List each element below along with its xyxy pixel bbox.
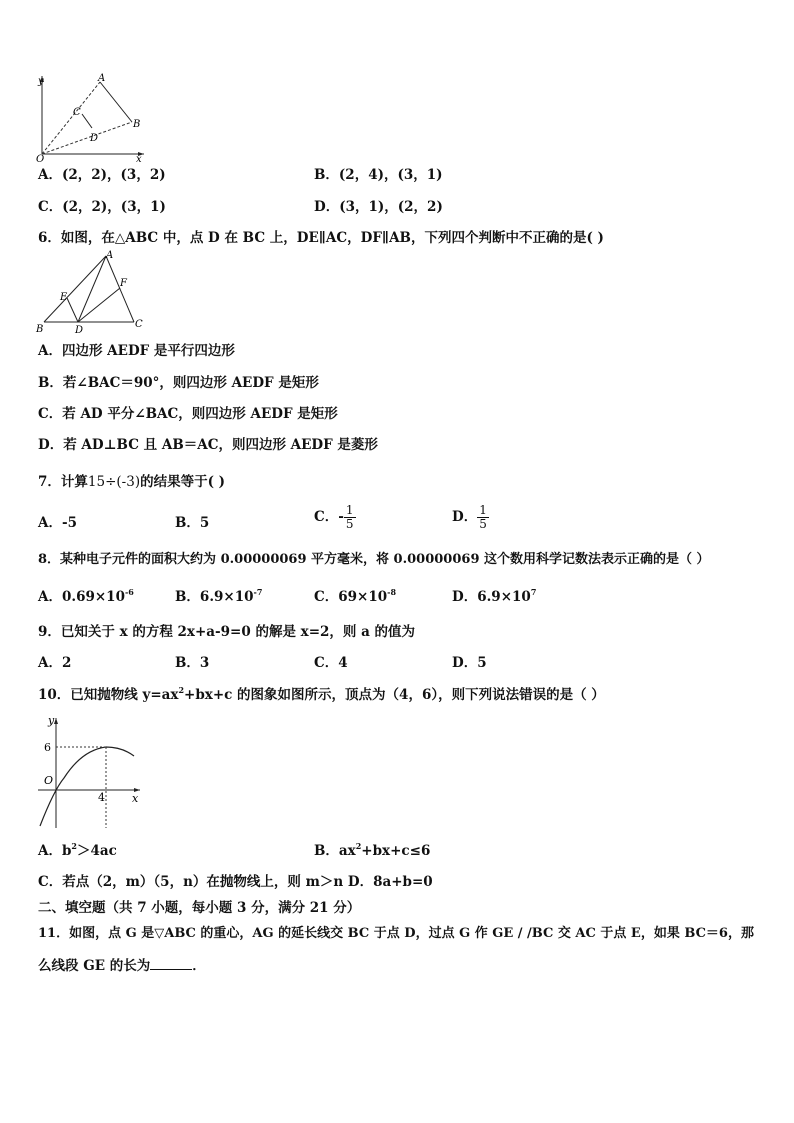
option-text: -5 [61,515,77,531]
q5-option-b[interactable] [314,166,443,184]
q9-option-c[interactable]: C．4 [314,655,348,671]
option-letter: C． [314,589,339,605]
q5-option-c[interactable] [38,198,166,216]
q7-option-b[interactable] [175,514,209,532]
option-sign: - [338,509,344,525]
option-text: (2，2)，(3，2) [61,167,166,183]
option-pre: B．ax [314,843,356,859]
q7-option-c[interactable] [314,504,356,531]
option-exponent: -7 [253,587,263,597]
q5-point-c: C [73,107,81,118]
q5-option-a[interactable] [38,166,166,184]
q6-option-c[interactable]: C．若 AD 平分∠BAC，则四边形 AEDF 是矩形 [38,406,338,422]
fraction-numerator: 1 [345,503,354,517]
q10-axis-x: x [132,792,139,805]
q6-point-b: B [36,324,44,335]
option-exponent: -6 [124,587,134,597]
option-letter: B． [175,589,200,605]
q11-line2-post: ． [192,958,206,974]
q10-stem [38,686,605,704]
q9-option-b[interactable]: B．3 [175,655,210,671]
option-base: 0.69×10 [61,589,125,605]
option-letter: D． [452,589,478,605]
q8-option-a[interactable] [38,588,134,606]
q10-stem-pre: 10．已知抛物线 y=ax [38,687,179,703]
q10-stem-exponent: 2 [178,685,185,695]
q11-line2-pre: 么线段 GE 的长为 [38,958,151,974]
option-text: (2，4)，(3，1) [338,167,443,183]
q10-axis-y: y [48,714,55,727]
option-pre: A．b [38,843,72,859]
q10-label-four: 4 [98,791,105,804]
q5-point-a: A [98,73,106,84]
option-base: 6.9×10 [477,589,531,605]
q11-line1: 11．如图，点 G 是▽ABC 的重心，AG 的延长线交 BC 于点 D，过点 G 作 GE / /BC 交 AC 于点 E，如果 BC＝6，那 [38,926,754,941]
q9-option-d[interactable]: D．5 [452,655,487,671]
q7-stem-pre: 7．计算 [38,474,88,490]
option-letter: B． [314,167,339,183]
option-exponent: 2 [71,841,77,851]
option-base: 69×10 [338,589,388,605]
fraction-denominator: 5 [479,517,487,531]
q6-point-a: A [106,250,114,261]
q6-option-d[interactable]: D．若 AD⊥BC 且 AB＝AC，则四边形 AEDF 是菱形 [38,437,378,453]
q8-option-b[interactable] [175,588,262,606]
q5-origin: O [36,154,45,162]
q7-expression: 15÷(-3) [87,474,141,490]
q5-point-b: B [133,119,141,130]
q7-stem [38,473,225,491]
q10-origin: O [44,774,54,787]
option-text: (2，2)，(3，1) [62,199,166,215]
answer-blank[interactable] [150,957,192,970]
fraction-numerator: 1 [479,503,487,517]
option-letter: A． [38,589,62,605]
option-letter: D． [314,199,340,215]
q10-figure [34,710,146,832]
q9-option-a[interactable]: A．2 [38,655,72,671]
q5-figure [32,70,150,162]
q5-point-d: D [90,133,99,144]
option-letter: C． [314,509,339,525]
option-exponent: 7 [530,587,537,597]
q10-option-a[interactable] [38,842,117,860]
q6-figure [34,250,146,336]
q8-stem: 8．某种电子元件的面积大约为 0.00000069 平方毫米，将 0.00000069 这个数用科学记数法表示正确的是（ ） [38,552,710,567]
q6-stem: 6．如图，在△ABC 中，点 D 在 BC 上，DE∥AC，DF∥AB，下列四个判断中不正确的是( ) [38,230,604,246]
option-exponent: 2 [355,841,362,851]
q6-option-a[interactable]: A．四边形 AEDF 是平行四边形 [38,343,235,359]
q11-line2 [38,957,206,975]
q9-stem: 9．已知关于 x 的方程 2x+a-9=0 的解是 x=2，则 a 的值为 [38,624,416,640]
option-letter: C． [38,199,63,215]
fraction-denominator: 5 [345,517,354,531]
q8-option-d[interactable] [452,588,536,606]
q7-option-a[interactable] [38,514,77,532]
option-letter: D． [452,509,478,525]
section-heading: 二、填空题（共 7 小题，每小题 3 分，满分 21 分） [38,900,361,916]
q6-option-b[interactable]: B．若∠BAC＝90°，则四边形 AEDF 是矩形 [38,375,319,391]
q10-label-six: 6 [44,741,51,754]
q10-stem-post: +bx+c 的图象如图所示，顶点为（4，6），则下列说法错误的是（ ） [184,687,605,703]
q6-point-d: D [75,325,84,336]
option-text: (3，1)，(2，2) [339,199,443,215]
q8-option-c[interactable] [314,588,396,606]
option-letter: A． [38,515,62,531]
q7-stem-post: 的结果等于( ) [140,474,226,490]
q5-option-d[interactable] [314,198,443,216]
q10-option-b[interactable] [314,842,430,860]
q6-point-e: E [60,292,68,303]
q7-option-d[interactable] [452,504,489,531]
option-text: 5 [199,515,210,531]
option-exponent: -8 [387,587,397,597]
option-post: +bx+c≤6 [361,843,431,859]
q6-point-f: F [120,278,127,289]
option-letter: A． [38,167,62,183]
option-base: 6.9×10 [199,589,254,605]
option-letter: B． [175,515,200,531]
q5-axis-y: y [38,76,44,87]
q6-point-c: C [135,319,143,330]
q5-axis-x: x [136,154,142,162]
q10-option-cd[interactable]: C．若点（2，m）（5，n）在抛物线上，则 m＞n D．8a+b=0 [38,874,433,890]
fraction [477,504,489,531]
fraction [344,504,356,531]
option-post: ＞4ac [77,843,117,859]
